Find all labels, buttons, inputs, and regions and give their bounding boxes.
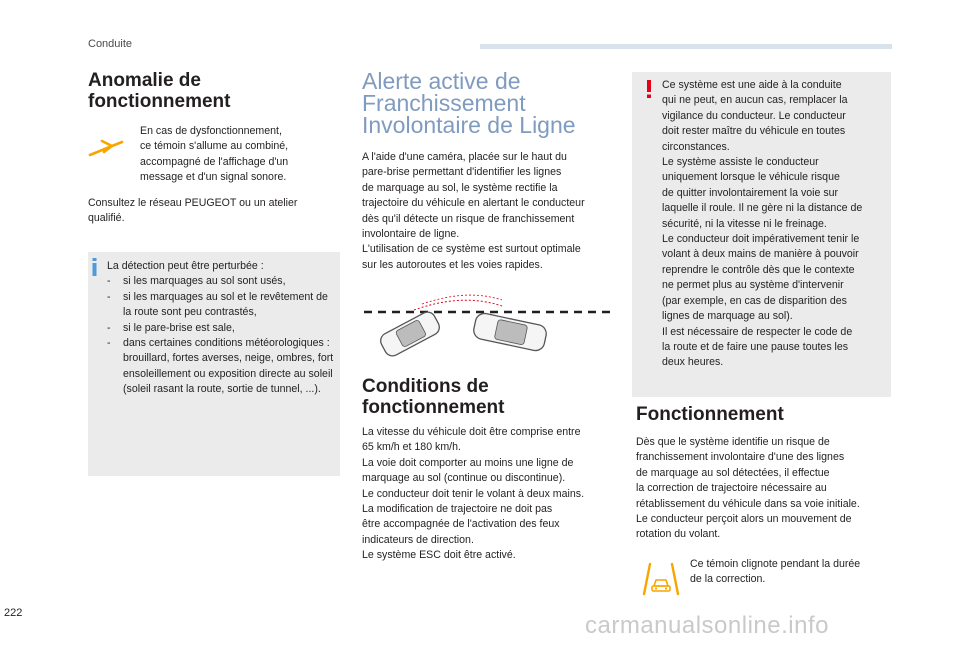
operation-text: Dès que le système identifie un risque de franchissement involontaire d'une des lignes de marquage au sol détectées, il effectue la correction de trajectoire nécessaire au rétablissement du véhicule dans sa voie initiale. Le conducteur perçoit alors un mouvement de rotation du volant. bbox=[636, 436, 860, 541]
warning-box-text: Ce système est une aide à la conduite qui ne peut, en aucun cas, remplacer la vigilance du conducteur. Le conducteur doit rester maître du véhicule en toutes circonstances. Le système assiste le conducteur uniquement lorsque le véhicule risque de quitter involontairement la voie sur laquelle il roule. Il ne gère ni la distance de sécurité, ni la vitesse ni le freinage. Le conducteur doit impérativement tenir le volant à deux mains de manière à pouvoir reprendre le contrôle dès que le contexte ne permet plus au système d'intervenir (par exemple, en cas de disparition des lignes de marquage au sol). Il est nécessaire de respecter le code de la route et de faire une pause toutes les deux heures. bbox=[662, 79, 863, 369]
list-item: - si les marquages au sol sont usés, bbox=[107, 275, 286, 288]
info-list bbox=[107, 274, 339, 397]
page-number: 222 bbox=[4, 607, 23, 619]
list-item: - si les marquages au sol et le revêtement de la route sont peu contrastés, bbox=[107, 290, 328, 319]
blink-text: Ce témoin clignote pendant la durée de la correction. bbox=[690, 558, 861, 586]
watermark: carmanualsonline.info bbox=[585, 612, 829, 639]
header-bar bbox=[480, 44, 892, 49]
info-box-content bbox=[107, 259, 339, 398]
intro-text: A l'aide d'une caméra, placée sur le haut du pare-brise permettant d'identifier les lignes de marquage au sol, le système rectifie la trajectoire du véhicule en alertant le conducteur dès qu'il détecte un risque de franchissement involontaire de ligne. L'utilisation de ce système est surtout optimale sur les autoroutes et les voies rapides. bbox=[362, 151, 585, 271]
list-item: - dans certaines conditions météorologiques : brouillard, fortes averses, neige, ombres, fort ensoleillement ou exposition directe au soleil (soleil rasant la route, sortie de tunnel, ...). bbox=[107, 337, 334, 396]
conditions-text: La vitesse du véhicule doit être comprise entre 65 km/h et 180 km/h. La voie doit comporter au moins une ligne de marquage au sol (continue ou discontinue). Le conducteur doit tenir le volant à deux mains. La modification de trajectoire ne doit pas être accompagnée de l'activation des feux indicateurs de direction. Le système ESC doit être activé. bbox=[362, 426, 585, 562]
exclamation-icon bbox=[646, 80, 652, 98]
list-item: - si le pare-brise est sale, bbox=[107, 321, 235, 334]
consult-text: Consultez le réseau PEUGEOT ou un atelier qualifié. bbox=[88, 197, 298, 225]
info-icon bbox=[92, 258, 97, 276]
section-title: Alerte active de Franchissement Involontaire de Ligne bbox=[362, 68, 576, 138]
lane-assist-icon bbox=[642, 560, 680, 596]
lane-warning-icon bbox=[88, 135, 128, 159]
lane-illustration bbox=[362, 290, 616, 362]
anomaly-title: Anomalie de fonctionnement bbox=[88, 70, 231, 112]
info-box-intro: La détection peut être perturbée : bbox=[107, 260, 264, 272]
operation-title: Fonctionnement bbox=[636, 404, 784, 425]
section-label: Conduite bbox=[88, 38, 133, 50]
conditions-title: Conditions de fonctionnement bbox=[362, 376, 505, 418]
warning-text: En cas de dysfonctionnement, ce témoin s'allume au combiné, accompagné de l'affichage d'un message et d'un signal sonore. bbox=[140, 125, 289, 184]
